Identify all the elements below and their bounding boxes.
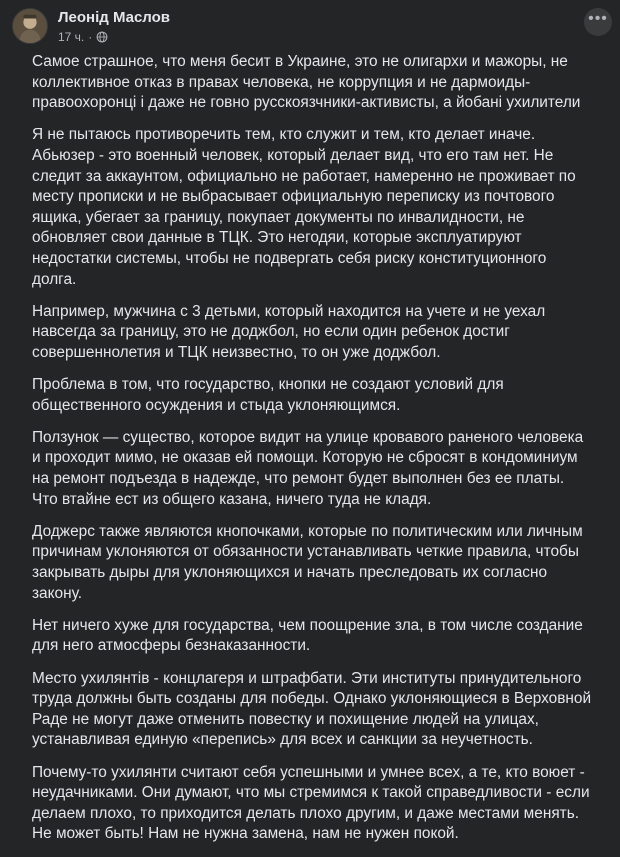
post-body — [32, 52, 592, 857]
post-paragraph: Место ухилянтів - концлагеря и штрафбати. Эти институты принудительного труда должны быть созданы для победы. Однако уклоняющиеся в Верховной Раде не могут даже отменить повестку и похищение людей на улицах, устанавливая единую «перепись» для всех и санкции за неучетность. — [32, 669, 592, 749]
post-paragraph: Например, мужчина с 3 детьми, который находится на учете и не уехал навсегда за границу, это не доджбол, но если один ребенок достиг совершеннолетия и ТЦК неизвестно, то он уже доджбол. — [32, 302, 546, 361]
avatar-image — [13, 9, 47, 43]
author-avatar[interactable] — [12, 8, 48, 44]
post-paragraph: Я не пытаюсь противоречить тем, кто служит и тем, кто делает иначе. Абьюзер - это военный человек, который делает вид, что его там нет. Не следит за аккаунтом, официально не работает, намеренно не проживает по месту прописки и не выбрасывает официальную переписку из почтового ящика, убегает за границу, покупает документы по инвалидности, не обновляет свои данные в ТЦК. Это негодяи, которые эксплуатируют недостатки системы, чтобы не подвергать себя риску конституционного долга. — [32, 126, 576, 288]
post-paragraph: Проблема в том, что государство, кнопки не создают условий для общественного осуждения и стыда уклоняющимся. — [32, 376, 504, 414]
more-options-icon: ••• — [588, 10, 608, 27]
more-options-button[interactable] — [584, 8, 612, 36]
post-paragraph: Доджерс также являются кнопочками, которые по политическим или личным причинам уклоняются от обязанности устанавливать четкие правила, чтобы закрывать дыры для уклоняющихся и начать преследовать их согласно закону. — [32, 522, 583, 602]
post-timestamp[interactable]: 17 ч. — [58, 30, 85, 44]
post-paragraph: Самое страшное, что меня бесит в Украине, это не олигархи и мажоры, не коллективное отказ в правах человека, не коррупция и не дармоиды-правоохоронці і даже не говно русскоязчники-активисты, а йобані ухилители — [32, 53, 581, 112]
post-paragraph: Почему-то ухилянти считают себя успешными и умнее всех, а те, кто воюет - неудачниками. Они думают, что мы стремимся к такой справедливости - если делаем плохо, то приходится делать плохо другим, и даже местами менять. Не может быть! Нам не нужна замена, нам не нужен покой. — [32, 763, 590, 843]
post-meta — [58, 30, 108, 44]
post-paragraph: Нет ничего хуже для государства, чем поощрение зла, в том числе создание для него атмосферы безнаказанности. — [32, 616, 583, 655]
post-header — [0, 0, 620, 48]
meta-separator: · — [88, 30, 93, 44]
globe-icon[interactable] — [96, 31, 108, 43]
author-name[interactable]: Леонід Маслов — [58, 9, 171, 26]
post-paragraph: Ползунок — существо, которое видит на улице кровавого раненого человека и проходит мимо, не оказав ей помощи. Которую не сбросят в кондоминиум на ремонт подъезда в надежде, что ремонт будет выполнен без ее платы. Что втайне ест из общего казана, ничего туда не кладя. — [32, 428, 584, 508]
